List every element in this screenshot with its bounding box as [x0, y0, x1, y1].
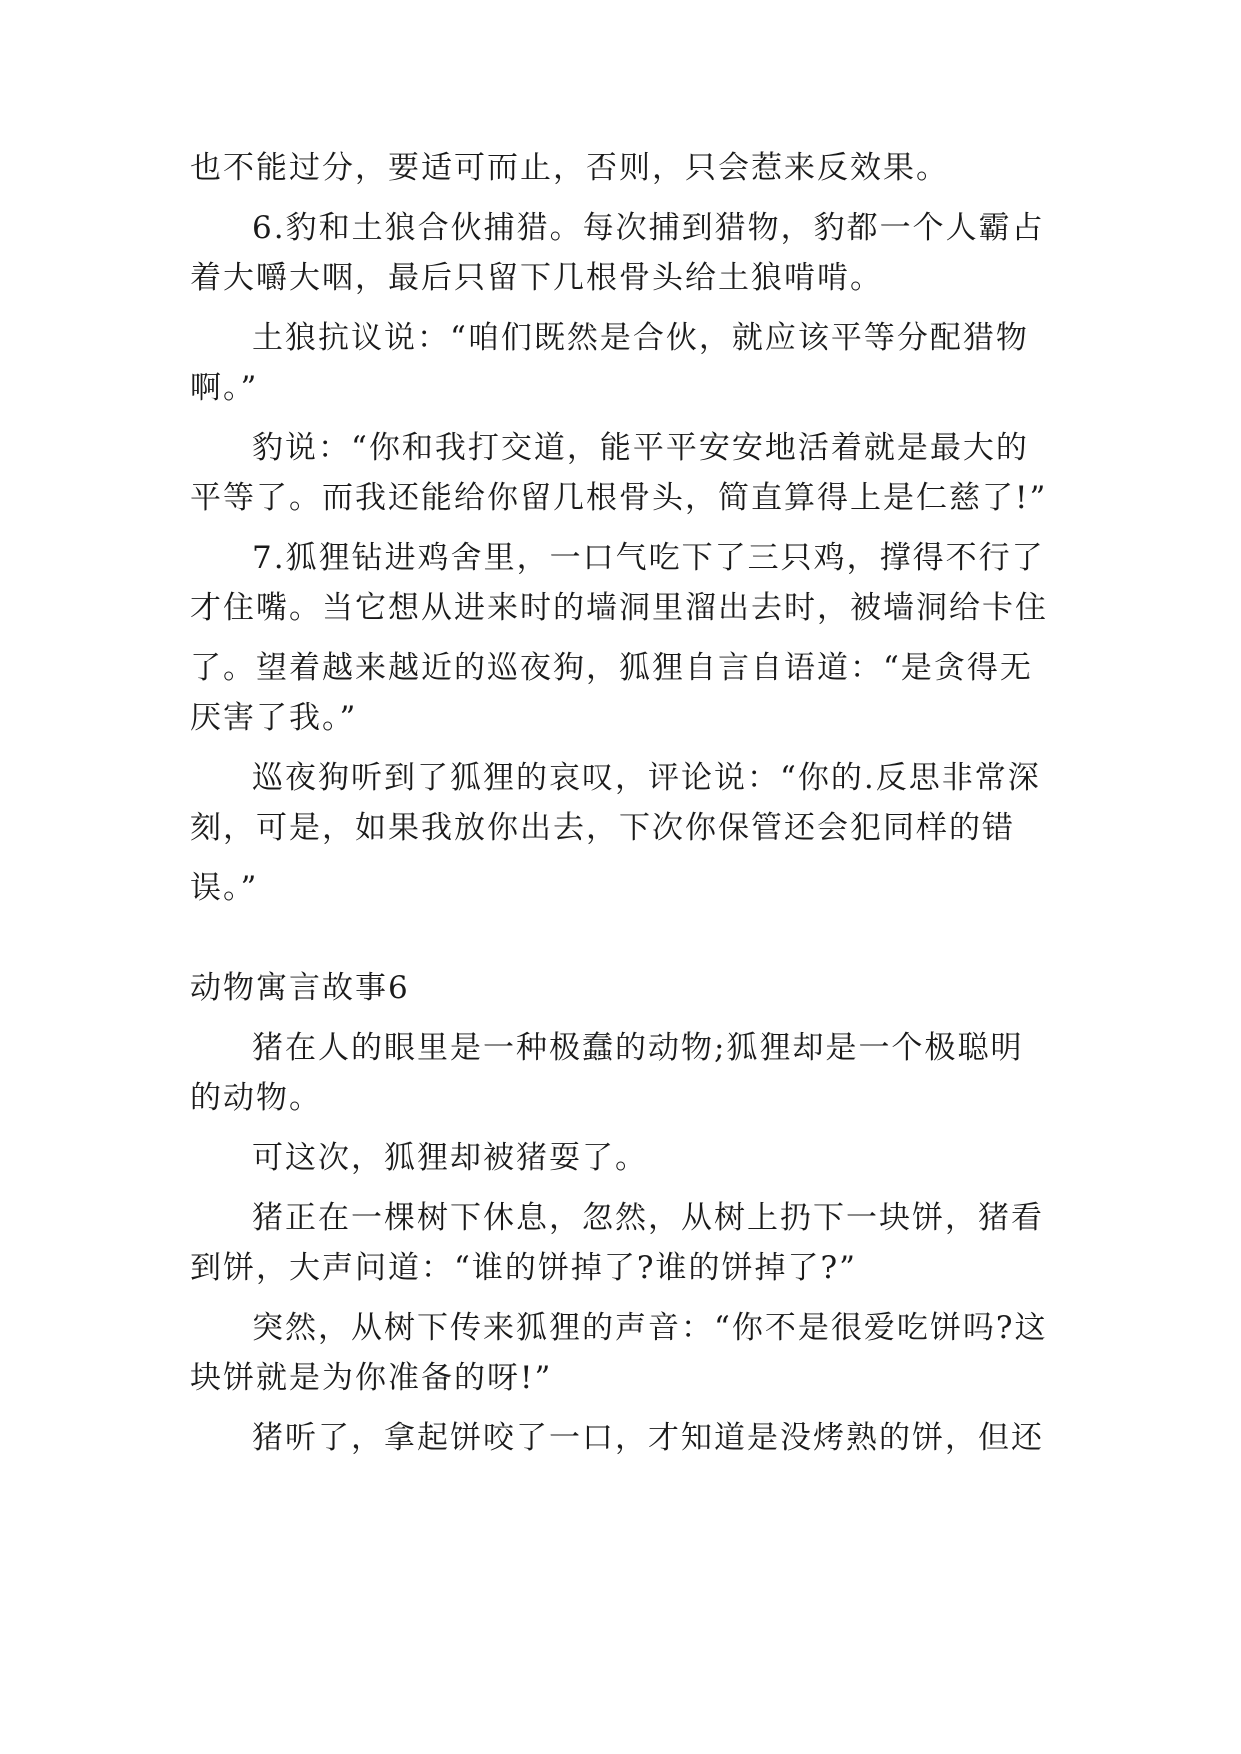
text-line: 到饼，大声问道：“谁的饼掉了?谁的饼掉了?” [190, 1250, 857, 1286]
text-line: 误。” [190, 870, 259, 906]
text-line: 豹说：“你和我打交道，能平平安安地活着就是最大的 [252, 430, 1029, 466]
text-line: 着大嚼大咽，最后只留下几根骨头给土狼啃啃。 [190, 260, 883, 296]
text-line: 了。望着越来越近的巡夜狗，狐狸自言自语道：“是贪得无 [190, 650, 1033, 686]
text-line: 突然，从树下传来狐狸的声音：“你不是很爱吃饼吗?这 [252, 1310, 1048, 1346]
text-line: 6.豹和土狼合伙捕猎。每次捕到猎物，豹都一个人霸占 [252, 210, 1045, 246]
text-line: 平等了。而我还能给你留几根骨头，简直算得上是仁慈了!” [190, 480, 1048, 516]
section-heading: 动物寓言故事6 [190, 970, 410, 1006]
text-line: 块饼就是为你准备的呀!” [190, 1360, 553, 1396]
text-line: 土狼抗议说：“咱们既然是合伙，就应该平等分配猎物 [252, 320, 1029, 356]
text-line: 才住嘴。当它想从进来时的墙洞里溜出去时，被墙洞给卡住 [190, 590, 1048, 626]
text-line: 刻，可是，如果我放你出去，下次你保管还会犯同样的错 [190, 810, 1015, 846]
text-line: 猪在人的眼里是一种极蠢的动物;狐狸却是一个极聪明 [252, 1030, 1024, 1066]
text-line: 巡夜狗听到了狐狸的哀叹，评论说：“你的.反思非常深 [252, 760, 1041, 796]
text-line: 可这次，狐狸却被猪耍了。 [252, 1140, 648, 1176]
text-line: 7.狐狸钻进鸡舍里，一口气吃下了三只鸡，撑得不行了 [252, 540, 1045, 576]
text-line: 啊。” [190, 370, 259, 406]
text-line: 猪正在一棵树下休息，忽然，从树上扔下一块饼，猪看 [252, 1200, 1044, 1236]
text-line: 也不能过分，要适可而止，否则，只会惹来反效果。 [190, 150, 949, 186]
text-line: 厌害了我。” [190, 700, 358, 736]
text-line: 的动物。 [190, 1080, 322, 1116]
text-line: 猪听了，拿起饼咬了一口，才知道是没烤熟的饼，但还 [252, 1420, 1044, 1456]
